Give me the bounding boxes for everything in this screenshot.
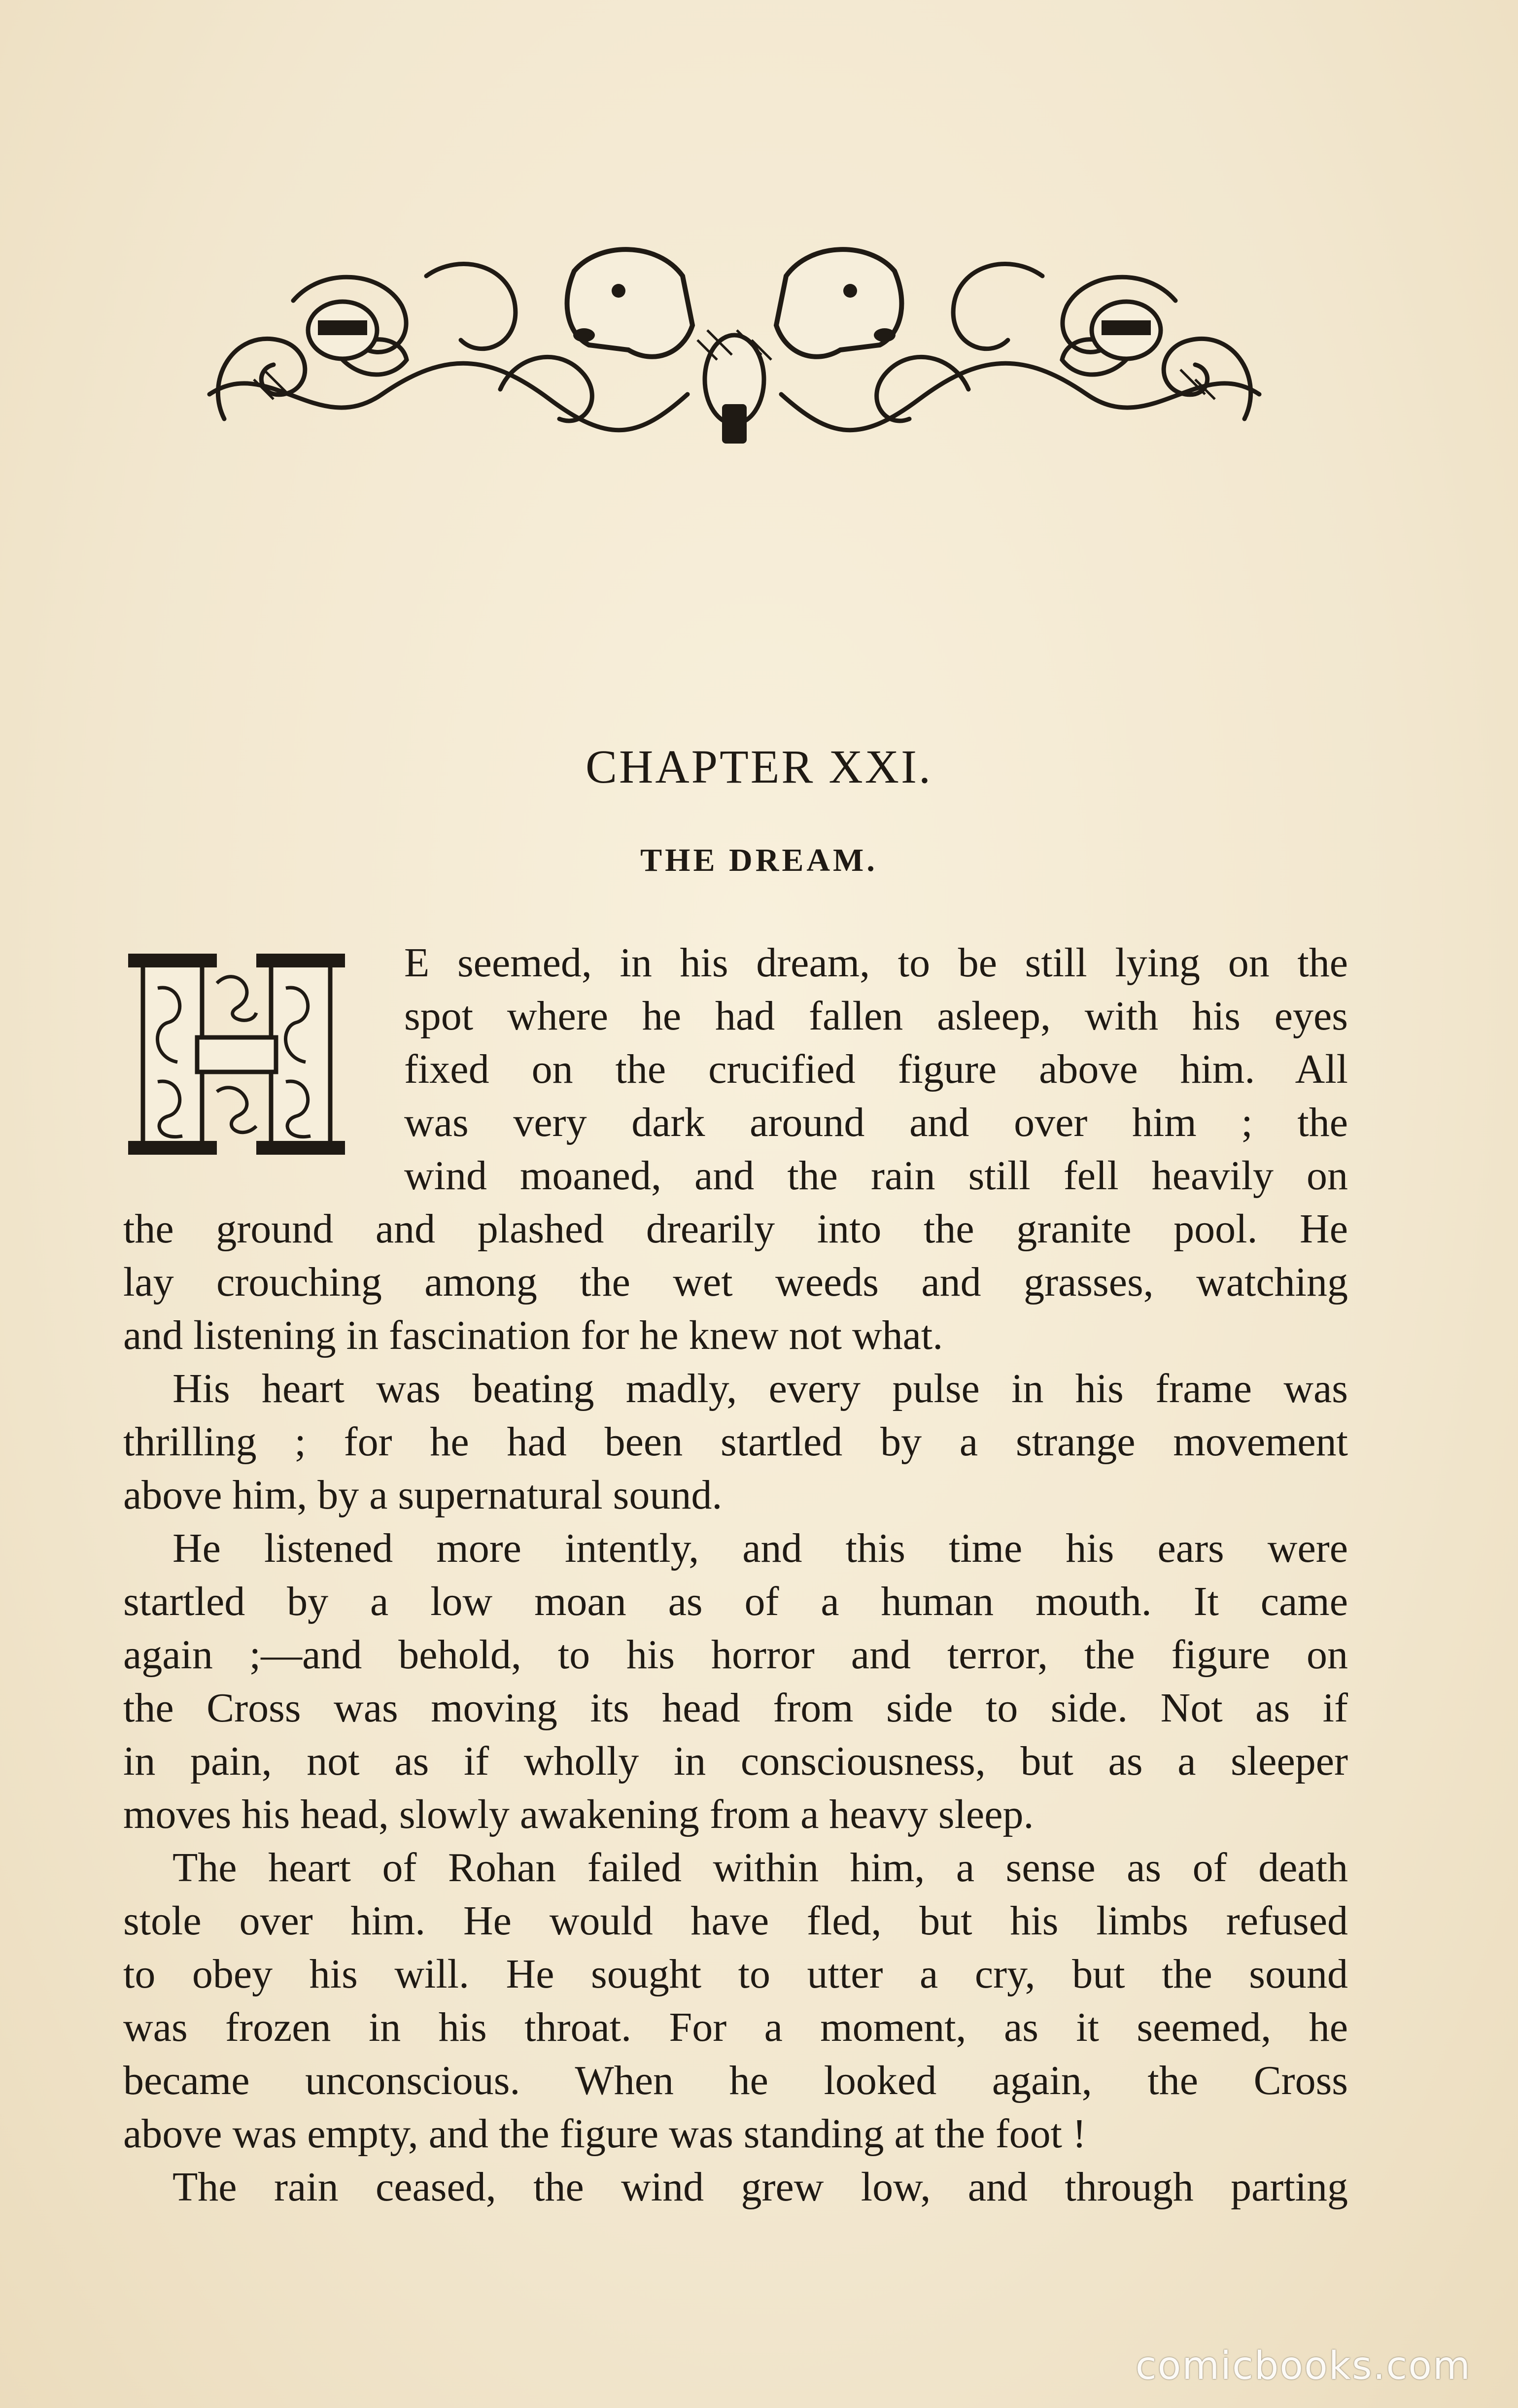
body-text bbox=[123, 936, 1348, 2214]
ornamental-headpiece bbox=[195, 232, 1274, 463]
text-line: and listening in fascination for he knew not what. bbox=[123, 1312, 943, 1358]
text-line: wind moaned, and the rain still fell heavily on bbox=[404, 1153, 1348, 1199]
text-line: was very dark around and over him ; the bbox=[404, 1100, 1348, 1145]
text-line: The heart of Rohan failed within him, a sense as of death bbox=[172, 1845, 1348, 1891]
text-line: became unconscious. When he looked again, the Cross bbox=[123, 2058, 1348, 2103]
site-watermark: comicbooks.com bbox=[1135, 2344, 1471, 2388]
chapter-subtitle: THE DREAM. bbox=[640, 842, 878, 878]
text-line: E seemed, in his dream, to be still lying on the bbox=[404, 940, 1348, 986]
text-line: again ;—and behold, to his horror and terror, the figure on bbox=[123, 1632, 1348, 1678]
text-line: startled by a low moan as of a human mouth. It came bbox=[123, 1579, 1348, 1624]
chapter-title: CHAPTER XXI. bbox=[585, 740, 932, 793]
text-line: the ground and plashed drearily into the granite pool. He bbox=[123, 1206, 1348, 1252]
text-line: His heart was beating madly, every pulse in his frame was bbox=[172, 1366, 1348, 1411]
text-line: spot where he had fallen asleep, with his eyes bbox=[404, 993, 1348, 1039]
text-line: above him, by a supernatural sound. bbox=[123, 1472, 723, 1518]
text-line: moves his head, slowly awakening from a heavy sleep. bbox=[123, 1791, 1034, 1837]
text-line: fixed on the crucified figure above him. All bbox=[404, 1046, 1348, 1092]
text-line: to obey his will. He sought to utter a cry, but the sound bbox=[123, 1951, 1348, 1997]
text-line: lay crouching among the wet weeds and grasses, watching bbox=[123, 1259, 1348, 1305]
text-line: thrilling ; for he had been startled by a strange movement bbox=[123, 1419, 1348, 1465]
text-line: stole over him. He would have fled, but his limbs refused bbox=[123, 1898, 1348, 1944]
text-line: was frozen in his throat. For a moment, as it seemed, he bbox=[123, 2004, 1348, 2050]
text-line: the Cross was moving its head from side to side. Not as if bbox=[123, 1685, 1348, 1731]
text-line: in pain, not as if wholly in consciousness, but as a sleeper bbox=[123, 1738, 1348, 1784]
text-line: The rain ceased, the wind grew low, and through parting bbox=[172, 2164, 1348, 2210]
text-line: He listened more intently, and this time his ears were bbox=[172, 1525, 1348, 1571]
text-line: above was empty, and the figure was standing at the foot ! bbox=[123, 2111, 1086, 2157]
